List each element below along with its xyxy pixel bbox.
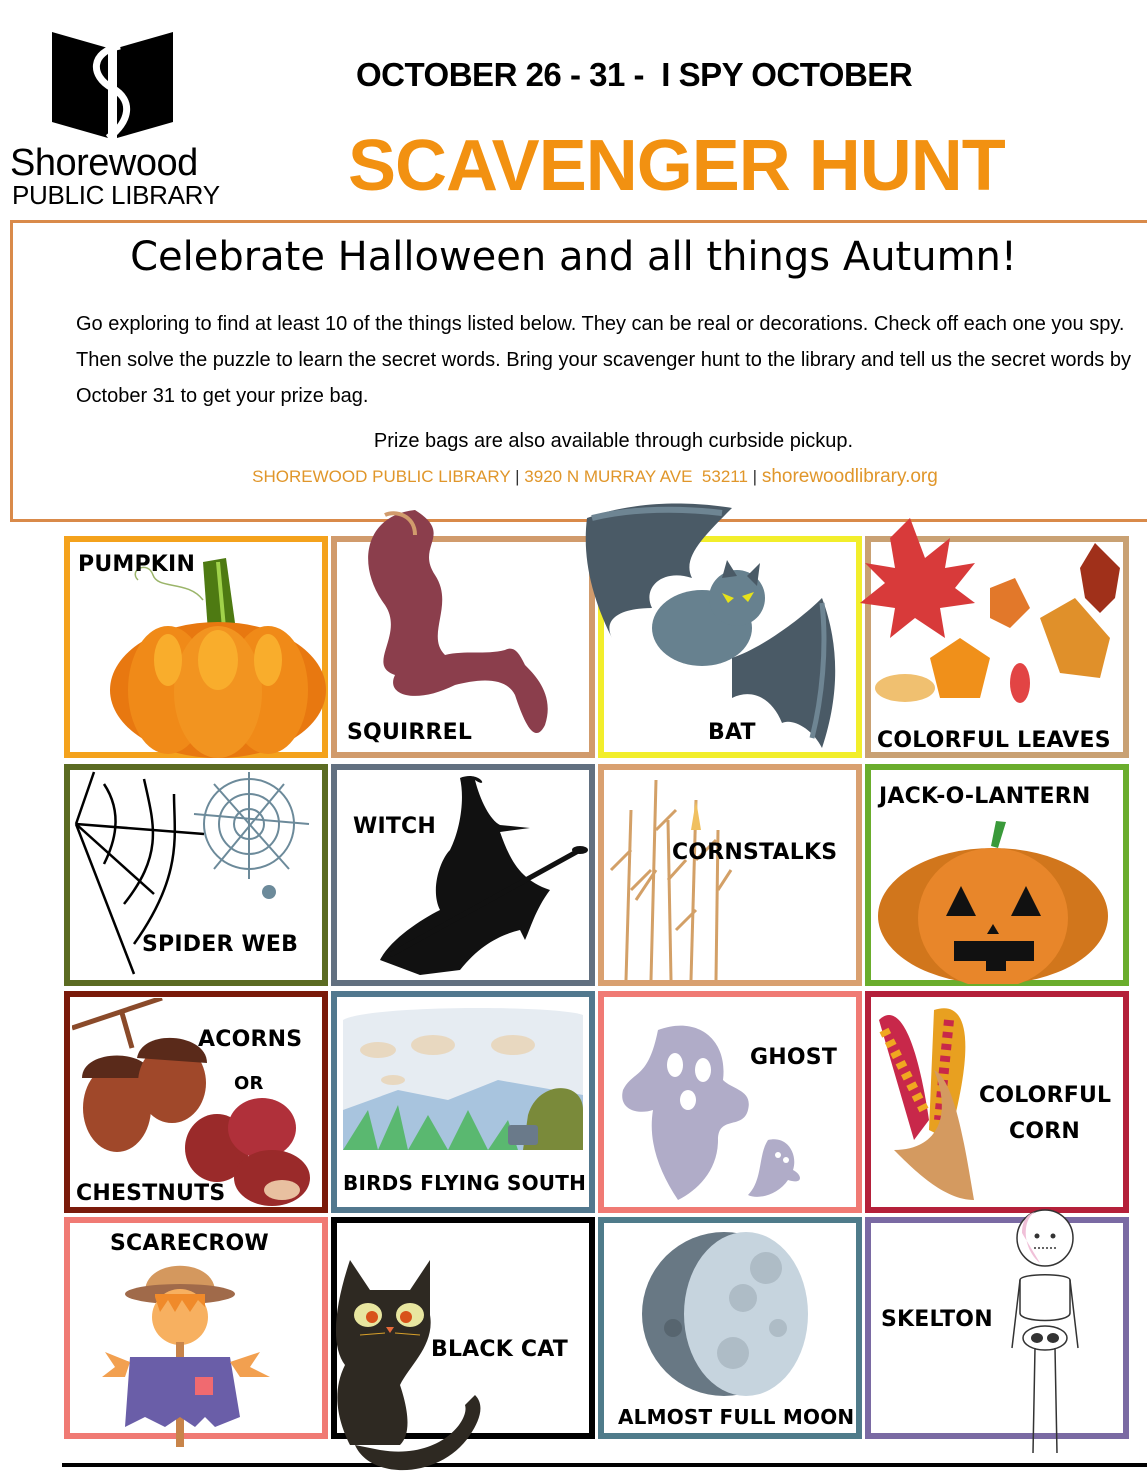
library-name: SHOREWOOD PUBLIC LIBRARY [252,467,511,486]
item-label-alt: CHESTNUTS [76,1181,226,1206]
headline: Celebrate Halloween and all things Autumn! [130,234,1017,280]
logo-subtitle: PUBLIC LIBRARY [12,180,220,210]
library-website-link[interactable]: shorewoodlibrary.org [761,466,938,487]
separator: | [515,467,520,486]
item-label: BIRDS FLYING SOUTH [343,1171,587,1195]
open-book-s-icon [50,30,175,140]
item-label: SPIDER WEB [142,932,299,957]
item-label: SQUIRREL [347,720,473,745]
leaves-icon [850,508,1145,733]
item-label: CORNSTALKS [672,840,838,865]
pumpkin-icon [108,550,330,760]
library-logo [10,30,220,210]
library-address: 3920 N MURRAY AVE 53211 [524,467,748,486]
prize-note: Prize bags are also available through curbside pickup. [373,430,854,452]
bottom-divider [62,1463,1147,1467]
item-label: BLACK CAT [431,1337,568,1362]
birds-flying-icon [338,1000,588,1168]
item-label: BAT [708,720,756,745]
item-label-or: OR [234,1073,264,1094]
moon-icon [638,1228,810,1400]
separator: | [752,467,758,486]
instructions: Go exploring to find at least 10 of the things listed below. They can be real or decorations. Check off each one you spy. Then solve the puzzle to learn the secret words. Bring your scavenger hunt to the library and tell us the secret words by October 31 to get your prize bag. [76,313,1131,407]
item-label: ALMOST FULL MOON [618,1405,855,1429]
item-label-line2: CORN [1009,1119,1081,1144]
library-contact [0,466,1147,488]
item-label: COLORFUL LEAVES [877,728,1111,753]
item-label: PUMPKIN [78,552,196,577]
scarecrow-icon [100,1252,275,1447]
page-title: SCAVENGER HUNT [348,126,1005,206]
item-label: ACORNS [198,1027,303,1052]
item-label: COLORFUL [979,1083,1112,1108]
item-label: JACK-O-LANTERN [879,784,1091,809]
item-label: WITCH [353,814,437,839]
item-label: SKELTON [881,1307,993,1332]
item-label: GHOST [750,1045,838,1070]
event-dates: OCTOBER 26 - 31 - I SPY OCTOBER [356,56,913,93]
jack-o-lantern-icon [876,816,1111,984]
logo-name: Shorewood [10,142,198,184]
black-cat-icon [330,1245,490,1480]
skeleton-icon [1000,1208,1090,1458]
colorful-corn-icon [874,1000,984,1205]
cornstalks-icon [606,770,736,980]
squirrel-icon [355,505,555,755]
item-label: SCARECROW [110,1231,269,1256]
witch-icon [360,770,590,982]
